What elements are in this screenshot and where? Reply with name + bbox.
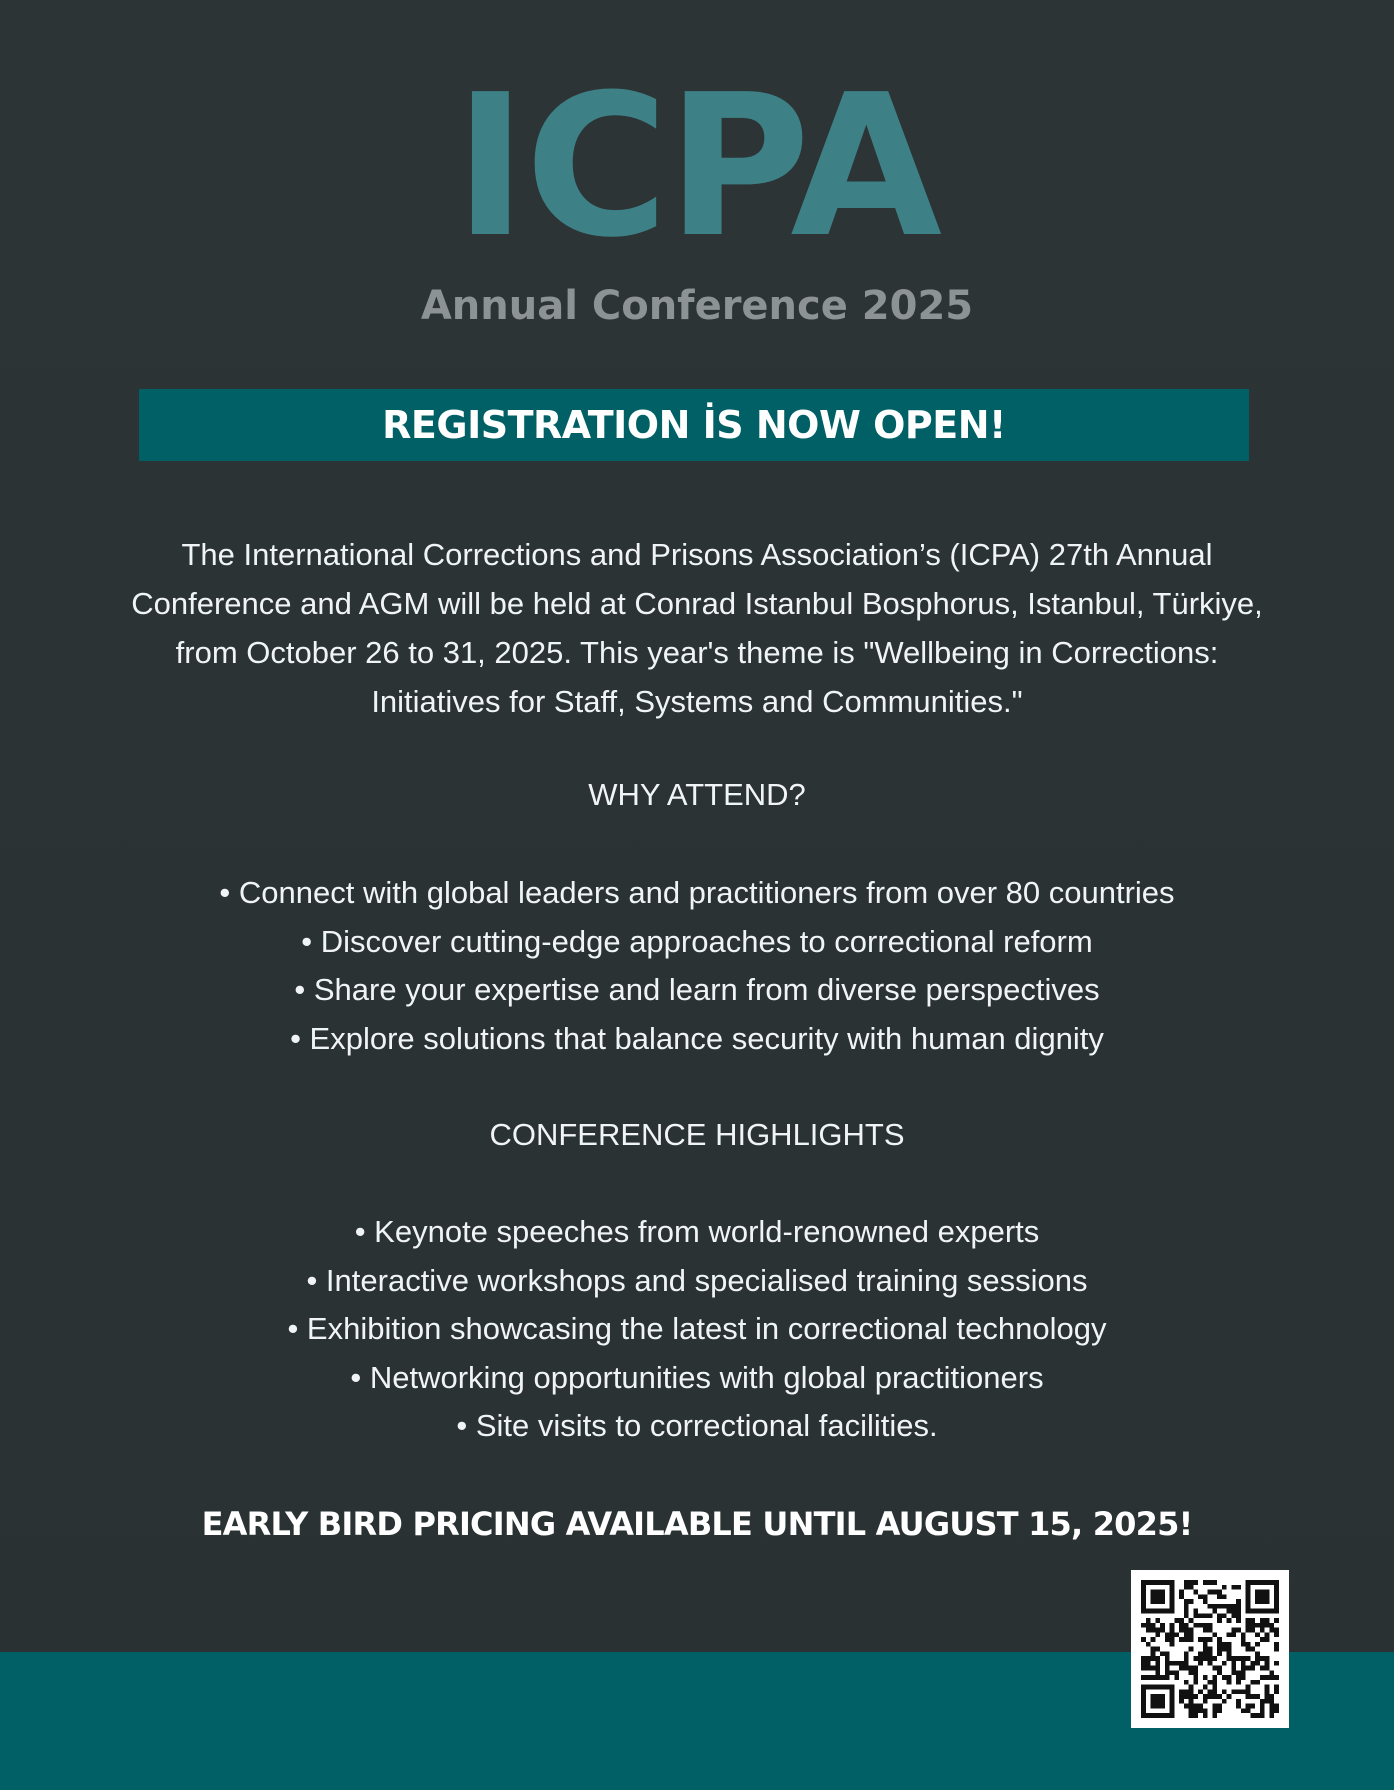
conference-highlights-list (0, 1208, 1394, 1451)
conference-subtitle: Annual Conference 2025 (420, 283, 974, 329)
list-item: • Connect with global leaders and practitioners from over 80 countries (219, 875, 1175, 910)
list-item: • Interactive workshops and specialised training sessions (306, 1262, 1088, 1298)
list-item: • Explore solutions that balance security with human dignity (290, 1020, 1104, 1056)
list-item: • Networking opportunities with global practitioners (350, 1359, 1044, 1395)
list-item: • Discover cutting-edge approaches to correctional reform (301, 923, 1093, 959)
early-bird-notice: EARLY BIRD PRICING AVAILABLE UNTIL AUGUST 15, 2025! (201, 1505, 1193, 1543)
icpa-logo: ICPA (453, 53, 941, 281)
qr-code-icon[interactable] (1131, 1570, 1289, 1728)
list-item: • Site visits to correctional facilities. (456, 1408, 938, 1443)
registration-banner (139, 389, 1249, 461)
conference-highlights-heading: CONFERENCE HIGHLIGHTS (489, 1117, 905, 1152)
why-attend-list (0, 869, 1394, 1063)
list-item: • Share your expertise and learn from diverse perspectives (294, 972, 1100, 1007)
qr-code-graphic (1141, 1580, 1279, 1718)
intro-paragraph: The International Corrections and Prisons Association’s (ICPA) 27th Annual Conference and AGM will be held at Conrad Istanbul Bosphorus, Istanbul, Türkiye, from October 26 to 31, 2025. This year's theme is "Wellbeing in Corrections: Initiatives for Staff, Systems and Communities." (131, 537, 1263, 719)
list-item: • Keynote speeches from world-renowned experts (354, 1214, 1040, 1249)
registration-banner-text: REGISTRATION İS NOW OPEN! (382, 403, 1006, 447)
why-attend-heading: WHY ATTEND? (588, 777, 806, 812)
list-item: • Exhibition showcasing the latest in correctional technology (287, 1311, 1107, 1346)
